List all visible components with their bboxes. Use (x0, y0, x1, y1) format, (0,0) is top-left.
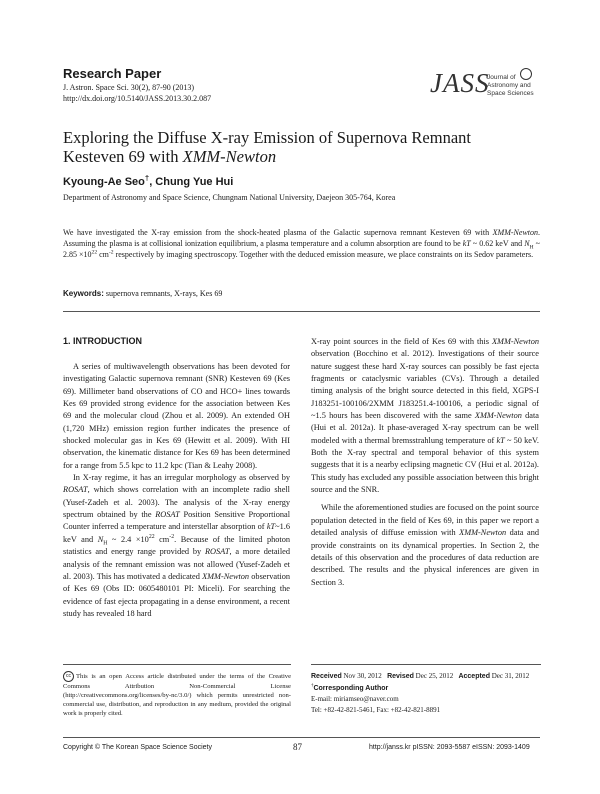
abstract-text: respectively by imaging spectroscopy. Together with the deduced emission measure, we place constraints on its Sedov parameters. (113, 250, 534, 259)
sub: H (103, 540, 108, 547)
italic: ROSAT (155, 510, 180, 520)
keywords-text: supernova remnants, X-rays, Kes 69 (103, 289, 223, 298)
received-date: Nov 30, 2012 (341, 672, 382, 680)
author-first: Kyoung-Ae Seo (63, 176, 145, 188)
doi-link[interactable]: http://dx.doi.org/10.5140/JASS.2013.30.2.087 (63, 94, 212, 103)
text: . Because of the limited photon statistics and energy range provided by (63, 534, 290, 557)
abstract-italic: N (524, 239, 530, 248)
title-line: Exploring the Diffuse X-ray Emission of Supernova Remnant (63, 128, 471, 147)
accepted-date: Dec 31, 2012 (489, 672, 530, 680)
divider (311, 664, 541, 665)
keywords (63, 289, 222, 298)
paragraph (63, 472, 290, 620)
italic: kT (266, 522, 276, 532)
corresponding-line (311, 683, 541, 695)
italic: kT (496, 435, 505, 445)
title-text: Kesteven 69 with (63, 147, 183, 166)
author-list (63, 173, 234, 188)
text: data (Hui et al. 2012a). It phase-averaged X-ray spectrum can be well modeled with a thermal bremsstrahlung temperature of (311, 411, 539, 445)
article-type: Research Paper (63, 66, 162, 81)
paper-title (63, 128, 543, 166)
text: In X-ray regime, it has an irregular morphology as observed by (73, 473, 290, 483)
phone-fax: Tel: +82-42-821-5461, Fax: +82-42-821-8891 (311, 705, 441, 714)
received-label: Received (311, 673, 342, 680)
journal-issn: http://janss.kr pISSN: 2093-5587 eISSN: 2093-1409 (369, 744, 530, 751)
accepted-label: Accepted (458, 673, 490, 680)
text: , which shows correlation with an incomplete radio shell (Yusef-Zadeh et al. 2003). The analysis of the X-ray energy spectrum obtained by the (63, 485, 290, 520)
abstract-text: cm (97, 250, 109, 259)
journal-logo (430, 68, 550, 108)
abstract (63, 227, 540, 260)
divider (63, 664, 291, 665)
text: ~ 2.4 ×10 (107, 534, 149, 544)
creative-commons-icon: cc (63, 671, 74, 682)
affiliation: Department of Astronomy and Space Science, Chungnam National University, Daejeon 305-764, Korea (63, 193, 396, 202)
corresponding-mark: † (311, 683, 314, 689)
logo-journal-line: Journal of (487, 74, 516, 81)
email[interactable]: E-mail: miriamseo@naver.com (311, 695, 399, 703)
logo-journal-line: Astronomy and (487, 82, 531, 89)
revised-date: Dec 25, 2012 (413, 672, 454, 680)
abstract-text: ~ 0.62 keV and (470, 239, 525, 248)
italic: ROSAT (63, 485, 88, 495)
text: X-ray point sources in the field of Kes 69 with this (311, 337, 492, 346)
text: , a more detailed analysis of the remnant emission was not allowed (Yusef-Zadeh et al. 2003). This has motivated a dedicated (63, 547, 290, 581)
title-line (63, 147, 543, 166)
italic: XMM-Newton (459, 528, 507, 538)
italic: XMM-Newton (202, 571, 250, 581)
revised-label: Revised (387, 673, 414, 680)
page-number: 87 (293, 742, 302, 752)
text: observation (Bocchino et al. 2012). Investigations of their source nature suggest these hard X-ray sources can possibly be fast ejecta fragments or cataclysmic variables (CVs). Through a detailed timing analysis of the bright source detected in this field, XGPS-I J183251-100106/2XMM J183251.4-100106, a periodic signal of ~1.5 hours has been discovered with the same (311, 349, 539, 421)
abstract-text: ~ 2.85 ×10 (63, 239, 541, 259)
section-heading: 1. INTRODUCTION (63, 336, 143, 346)
keywords-label: Keywords: (63, 289, 104, 298)
text: data and provide constraints on its dynamical properties. In Section 2, the details of this observation and the procedures of data reduction are described. The results and the physical inferences are given in Section 3. (311, 528, 539, 587)
italic: ROSAT (204, 547, 230, 557)
journal-citation: J. Astron. Space Sci. 30(2), 87-90 (2013) (63, 83, 195, 92)
article-history (311, 671, 541, 715)
abstract-italic: XMM-Newton (492, 228, 538, 237)
italic: XMM-Newton (474, 411, 522, 421)
logo-journal-line: Space Sciences (487, 90, 534, 97)
copyright: Copyright © The Korean Space Science Society (63, 744, 212, 751)
logo-mark: JASS (430, 68, 490, 98)
license-text: This is an open Access article distributed under the terms of the Creative Commons Attribution Non-Commercial License (http://creativecommons.org/licenses/by-nc/3.0/) which permits unrestricted non-commercial use, distribution, and reproduction in any medium, provided the original work is properly cited. (63, 673, 291, 717)
abstract-italic: kT (462, 239, 471, 248)
divider (63, 311, 540, 312)
abstract-sub: H (529, 244, 534, 251)
dates-line (311, 671, 541, 683)
sup: -2 (169, 534, 175, 541)
text: ~1.6 keV and (63, 522, 290, 544)
license-notice (63, 671, 291, 718)
paragraph: A series of multiwavelength observations has been devoted for investigating Galactic supernova remnant (SNR) Kesteven 69 (Kes 69). Millimeter band observations of CO and HCO+ lines towards Kes 69 provided strong evidence for the association between Kes 69 and the molecular cloud (Zhou et al. 2009). An extended OH (1,720 MHz) emission region further indicates the presence of shocked molecular gas in Kes 69 (Hewitt et al. 2009). With HI observation, the kinematic distance for Kes 69 has been determined for a range from 5.5 kpc to 11.2 kpc (Tian & Leahy 2008). (63, 362, 290, 470)
italic: XMM-Newton (491, 337, 539, 346)
text: Position Sensitive Proportional Counter inferred a temperature and interstellar absorption of (63, 510, 290, 532)
abstract-text: . Assuming the plasma is at collisional ionization equilibrium, a plasma temperature and a column absorption are found to be (63, 228, 540, 248)
text: While the aforementioned studies are focused on the point source population detected in the field of Kes 69, in this paper we report a detailed analysis of diffuse emission with (311, 503, 539, 538)
text: cm (154, 534, 170, 544)
abstract-sup: -2 (108, 249, 114, 256)
text: observation of Kes 69 (Obs ID: 0605480101 PI: Miceli). For searching the evidence of fast ejecta propagating in a dense environment, a recent study has revealed 18 hard (63, 571, 290, 618)
logo-journal-name (487, 74, 534, 98)
corresponding-mark: † (144, 173, 150, 183)
abstract-sup: 22 (91, 249, 98, 256)
left-column (63, 361, 290, 620)
italic: N (97, 534, 104, 544)
sup: 22 (148, 534, 155, 541)
footer-divider (63, 737, 540, 738)
title-italic: XMM-Newton (182, 147, 277, 166)
abstract-text: We have investigated the X-ray emission from the shock-heated plasma of the Galactic supernova remnant Kesteven 69 with (63, 228, 493, 237)
author-rest: , Chung Yue Hui (149, 176, 234, 188)
corresponding-label: Corresponding Author (313, 684, 389, 692)
right-column (311, 336, 539, 589)
text: ~ 50 keV. Both the X-ray spectral and temporal behavior of this system suggests that it is a nearby eclipsing magnetic CV (Hui et al. 2012a). This study has excluded any possible association between this bright source and the SNR. (311, 435, 539, 495)
paragraph (311, 336, 539, 496)
paragraph (311, 502, 539, 588)
